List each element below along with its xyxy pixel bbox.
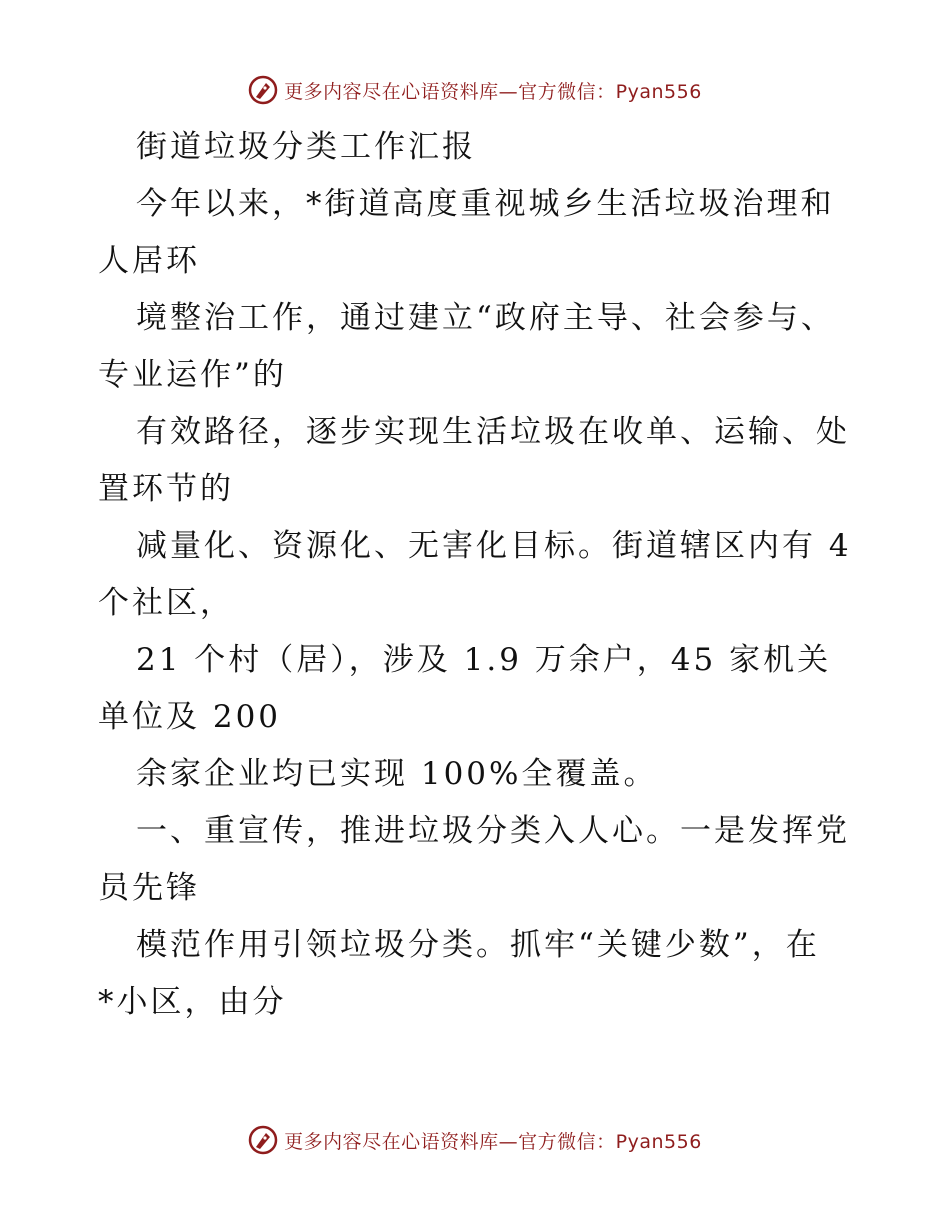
text-line: 员先锋 [98,870,200,906]
text-line: 人居环 [98,243,200,279]
text-line: 余家企业均已实现 100%全覆盖。 [136,756,658,792]
footer-banner [0,1120,950,1160]
header-banner [0,70,950,110]
text-line: *小区，由分 [98,984,287,1020]
text-line: 个社区， [98,585,234,621]
text-line: 减量化、资源化、无害化目标。街道辖区内有 4 [136,528,852,564]
text-line: 境整治工作，通过建立“政府主导、社会参与、 [136,300,835,336]
wechat-id: Pyan556 [615,80,702,103]
document-body [98,119,858,1031]
pen-nib-icon [248,75,278,105]
text-line: 一、重宣传，推进垃圾分类入人心。一是发挥党 [136,813,850,849]
wechat-id: Pyan556 [615,1130,702,1153]
banner-slogan: 更多内容尽在心语资料库—官方微信： [284,1130,616,1153]
text-line: 有效路径，逐步实现生活垃圾在收单、运输、处 [136,414,850,450]
text-line: 置环节的 [98,471,234,507]
text-line: 模范作用引领垃圾分类。抓牢“关键少数”，在 [136,927,820,963]
text-line: 专业运作”的 [98,357,287,393]
pen-nib-icon [248,1125,278,1155]
banner-text [284,1127,702,1154]
text-line: 21 个村（居），涉及 1.9 万余户，45 家机关 [136,642,832,678]
banner-slogan: 更多内容尽在心语资料库—官方微信： [284,80,616,103]
text-line: 单位及 200 [98,699,282,735]
banner-text [284,77,702,104]
text-line: 街道垃圾分类工作汇报 [136,129,476,165]
text-line: 今年以来，*街道高度重视城乡生活垃圾治理和 [136,186,835,222]
